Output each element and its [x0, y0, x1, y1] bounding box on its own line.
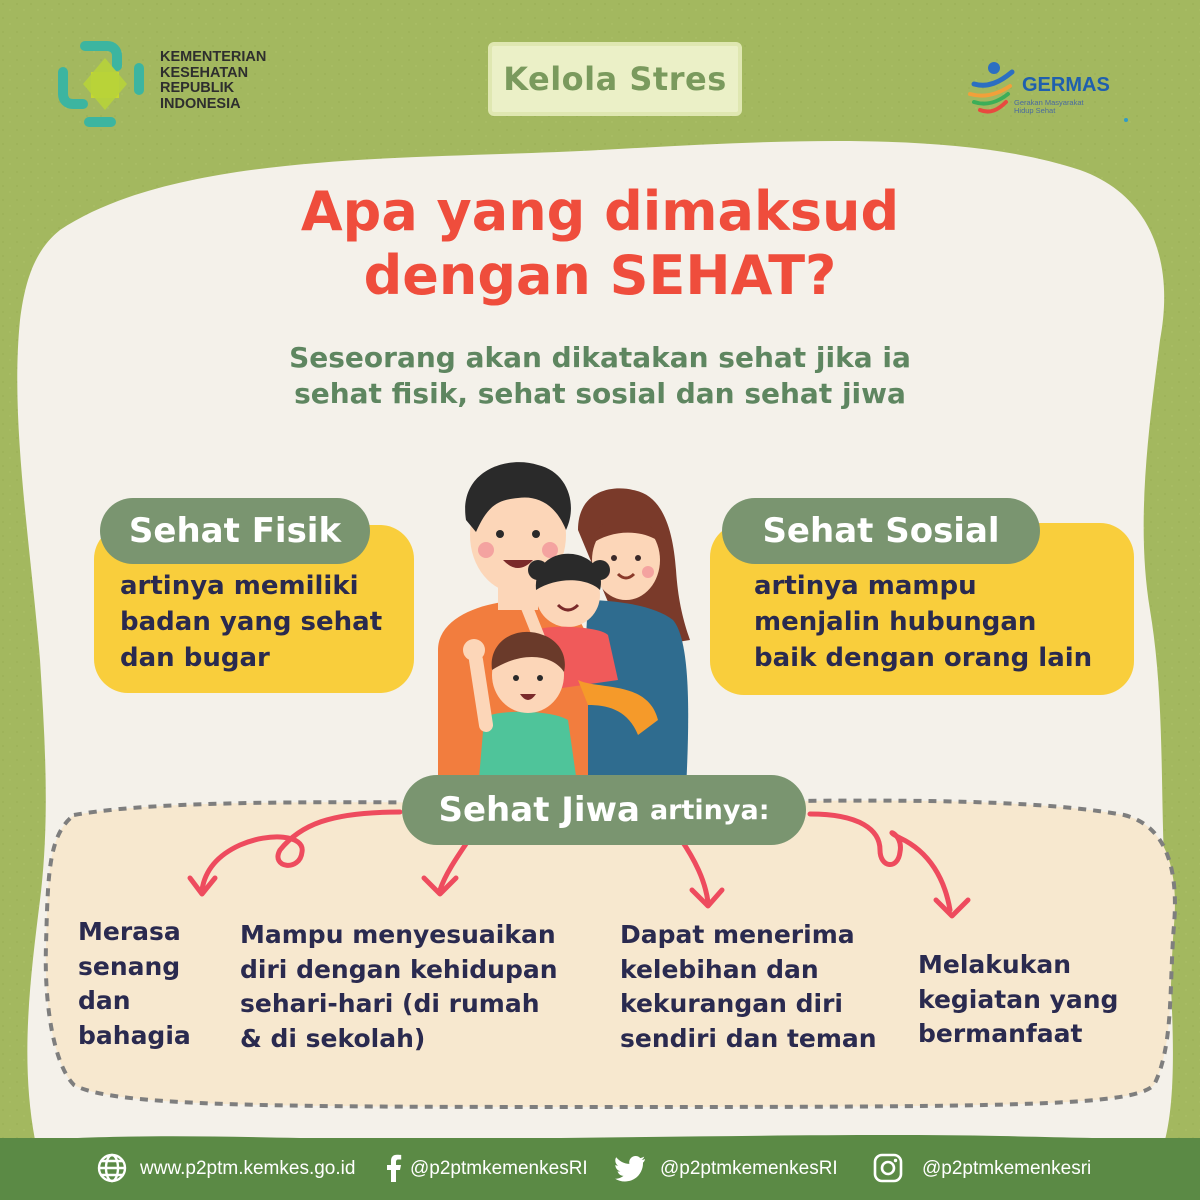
ministry-line: KEMENTERIAN: [160, 49, 267, 65]
sosial-line: menjalin hubungan: [754, 607, 1037, 637]
germas-title: GERMAS: [1022, 74, 1110, 96]
jiwa-item-line: Mampu menyesuaikan: [240, 920, 556, 949]
ministry-name: [160, 50, 266, 112]
facebook-link[interactable]: @p2ptmkemenkesRI: [410, 1158, 588, 1179]
jiwa-item-line: bermanfaat: [918, 1019, 1083, 1048]
topic-badge: Kelola Stres: [488, 42, 742, 116]
fisik-label: Sehat Fisik: [100, 498, 370, 564]
jiwa-item-line: Merasa: [78, 917, 181, 946]
page-title: [210, 180, 990, 308]
arrow-4: [810, 814, 950, 910]
arrow-1: [202, 812, 400, 890]
fisik-line: badan yang sehat: [120, 607, 383, 637]
jiwa-item-line: Melakukan: [918, 950, 1071, 979]
fisik-description: [120, 568, 410, 676]
fisik-line: dan bugar: [120, 643, 270, 673]
instagram-icon: [872, 1152, 904, 1184]
jiwa-item-line: kekurangan diri: [620, 989, 843, 1018]
jiwa-item-line: kelebihan dan: [620, 954, 819, 984]
sosial-line: artinya mampu: [754, 571, 977, 601]
jiwa-item-line: sendiri dan teman: [620, 1023, 877, 1053]
ministry-line: REPUBLIK: [160, 80, 235, 96]
jiwa-item-2: [240, 918, 600, 1056]
instagram-link[interactable]: @p2ptmkemenkesri: [922, 1158, 1092, 1179]
twitter-link[interactable]: @p2ptmkemenkesRI: [660, 1158, 838, 1179]
jiwa-item-line: Dapat menerima: [620, 920, 855, 949]
jiwa-item-line: sehari-hari (di rumah: [240, 989, 540, 1018]
ministry-line: KESEHATAN: [160, 64, 249, 81]
germas-subtitle: Gerakan Masyarakat Hidup Sehat: [1014, 98, 1084, 115]
jiwa-item-line: diri dengan kehidupan: [240, 954, 558, 984]
jiwa-item-line: & di sekolah): [240, 1023, 426, 1053]
page-subtitle: [170, 340, 1030, 412]
family-illustration: [428, 450, 718, 790]
subtitle-line-1: Seseorang akan dikatakan sehat jika ia: [289, 341, 911, 374]
jiwa-label-suffix: artinya:: [649, 794, 770, 826]
jiwa-item-line: kegiatan yang: [918, 984, 1119, 1014]
jiwa-label-main: Sehat Jiwa: [438, 790, 640, 830]
jiwa-item-line: bahagia: [78, 1020, 191, 1050]
jiwa-item-line: dan: [78, 986, 131, 1015]
jiwa-item-3: [620, 918, 910, 1056]
website-link[interactable]: www.p2ptm.kemkes.go.id: [140, 1158, 356, 1179]
title-line-1: Apa yang dimaksud: [300, 180, 900, 243]
ministry-line: INDONESIA: [160, 95, 241, 112]
sosial-description: [754, 568, 1124, 676]
jiwa-item-line: senang: [78, 951, 181, 981]
sosial-line: baik dengan orang lain: [754, 643, 1093, 673]
twitter-icon: [615, 1152, 647, 1184]
subtitle-line-2: sehat fisik, sehat sosial dan sehat jiwa: [294, 377, 906, 410]
jiwa-item-4: [918, 948, 1158, 1052]
kemenkes-logo: [55, 38, 147, 130]
globe-icon: [96, 1152, 128, 1184]
jiwa-item-1: [78, 915, 218, 1053]
sosial-label: Sehat Sosial: [722, 498, 1040, 564]
facebook-icon: [378, 1152, 410, 1184]
title-line-2: dengan SEHAT?: [363, 244, 837, 307]
fisik-line: artinya memiliki: [120, 571, 359, 601]
jiwa-label: [402, 775, 806, 845]
